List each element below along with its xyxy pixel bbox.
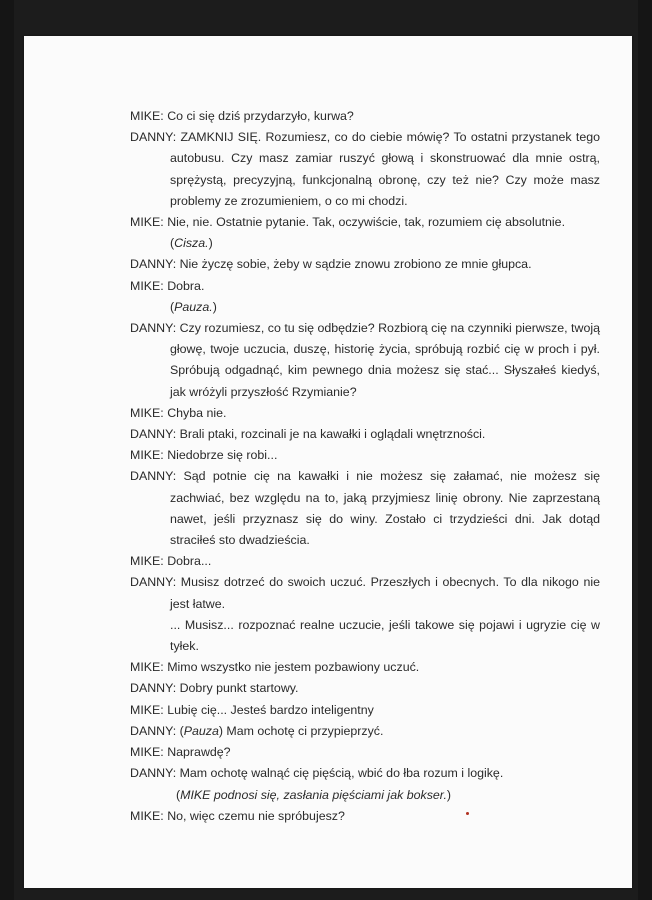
paper-sheet (24, 36, 632, 888)
dialogue-text: Dobry punkt startowy. (176, 681, 299, 696)
dialogue-text: Nie życzę sobie, żeby w sądzie znowu zrobiono ze mnie głupca. (176, 257, 532, 272)
dialogue-text: Brali ptaki, rozcinali je na kawałki i oglądali wnętrzności. (176, 427, 486, 442)
speaker-name: DANNY: (130, 130, 177, 145)
speaker-name: DANNY: (130, 575, 177, 590)
speaker-name: DANNY: (130, 257, 177, 272)
dialogue-line (130, 106, 600, 127)
dialogue-line (130, 763, 600, 784)
dialogue-text: Niedobrze się robi... (163, 448, 278, 463)
inline-stage-direction: Pauza (183, 723, 219, 738)
speaker-name: MIKE: (130, 554, 164, 569)
stage-direction-text: MIKE podnosi się, zasłania pięściami jak bokser. (180, 787, 447, 802)
dialogue-line (130, 700, 600, 721)
speaker-name: MIKE: (130, 745, 164, 760)
dialogue-line (130, 742, 600, 763)
dialogue-text: ZAMKNIJ SIĘ. Rozumiesz, co do ciebie mówię? To ostatni przystanek tego autobusu. Czy masz zamiar ruszyć głową i skonstruować dla mnie ostrą, sprężystą, precyzyjną, funkcjonalną obronę, czy też nie? Czy może masz problemy ze zrozumieniem, o co mi chodzi. (170, 130, 600, 208)
stage-paren-open: ( (176, 787, 181, 802)
dialogue-text: Dobra... (163, 554, 212, 569)
dialogue-text: Musisz dotrzeć do swoich uczuć. Przeszłych i obecnych. To dla nikogo nie jest łatwe. (170, 575, 600, 611)
dialogue-line (130, 572, 600, 614)
dialogue-text: ) Mam ochotę ci przypieprzyć. (218, 723, 384, 738)
dialogue-text: Nie, nie. Ostatnie pytanie. Tak, oczywiście, tak, rozumiem cię absolutnie. (163, 215, 566, 230)
dialogue-line (130, 806, 600, 827)
dialogue-line (130, 276, 600, 297)
dialogue-text: Co ci się dziś przydarzyło, kurwa? (163, 109, 354, 123)
stage-paren-close: ) (446, 787, 452, 802)
dialogue-line (130, 551, 600, 572)
stage-direction (130, 785, 600, 806)
speaker-name: MIKE: (130, 278, 164, 293)
dialogue-text: Mimo wszystko nie jestem pozbawiony uczuć. (163, 660, 420, 675)
stage-direction-text: Pauza. (174, 299, 213, 314)
speaker-name: DANNY: (130, 766, 177, 781)
speaker-name: MIKE: (130, 405, 164, 420)
stage-direction (130, 297, 600, 318)
dialogue-line (130, 678, 600, 699)
speaker-name: DANNY: (130, 321, 177, 336)
stage-paren-open: ( (170, 236, 175, 251)
dialogue-text: Chyba nie. (163, 405, 227, 420)
stage-paren-close: ) (208, 236, 213, 251)
speaker-name: DANNY: (130, 723, 177, 738)
speaker-name: DANNY: (130, 681, 177, 696)
speaker-name: MIKE: (130, 215, 164, 230)
ink-speck (466, 812, 469, 815)
scan-border-right (638, 0, 652, 900)
stage-paren-open: ( (170, 299, 175, 314)
scan-border-left (0, 0, 14, 900)
dialogue-line (130, 466, 600, 551)
speaker-name: MIKE: (130, 660, 164, 675)
stage-paren-open: ( (176, 723, 184, 738)
dialogue-line (130, 403, 600, 424)
script-text (130, 106, 600, 827)
dialogue-continuation: ... Musisz... rozpoznać realne uczucie, jeśli takowe się pojawi i ugryzie cię w tyłek. (170, 617, 600, 654)
dialogue-line (130, 657, 600, 678)
speaker-name: DANNY: (130, 427, 177, 442)
dialogue-line (130, 318, 600, 403)
speaker-name: MIKE: (130, 702, 164, 717)
dialogue-line (130, 424, 600, 445)
stage-paren-close: ) (212, 299, 217, 314)
dialogue-text: Mam ochotę walnąć cię pięścią, wbić do łba rozum i logikę. (176, 766, 504, 781)
dialogue-text: Czy rozumiesz, co tu się odbędzie? Rozbiorą cię na czynniki pierwsze, twoją głowę, twoje uczucia, duszę, historię życia, spróbują rozbić cię w proch i pył. Spróbują odgadnąć, kim pewnego dnia możesz się stać... Słyszałeś kiedyś, jak wróżyli przyszłość Rzymianie? (170, 321, 600, 399)
dialogue-text: Sąd potnie cię na kawałki i nie możesz się załamać, nie możesz się zachwiać, bez względu na to, jaką przyjmiesz linię obrony. Nie zaprzestaną nawet, jeśli przyznasz się do winy. Zostało ci trzydzieści dni. Jak dotąd straciłeś sto dwadzieścia. (170, 469, 600, 548)
speaker-name: MIKE: (130, 808, 164, 823)
dialogue-text: Dobra. (163, 278, 205, 293)
speaker-name: MIKE: (130, 109, 164, 123)
dialogue-line (130, 445, 600, 466)
dialogue-line (130, 254, 600, 275)
speaker-name: DANNY: (130, 469, 177, 484)
dialogue-text: Naprawdę? (163, 745, 231, 760)
dialogue-text: Lubię cię... Jesteś bardzo inteligentny (163, 702, 374, 717)
dialogue-line (130, 127, 600, 212)
dialogue-line (130, 212, 600, 233)
speaker-name: MIKE: (130, 448, 164, 463)
dialogue-text: No, więc czemu nie spróbujesz? (163, 808, 345, 823)
stage-direction-text: Cisza. (174, 236, 209, 251)
stage-direction (130, 233, 600, 254)
dialogue-line (130, 721, 600, 742)
